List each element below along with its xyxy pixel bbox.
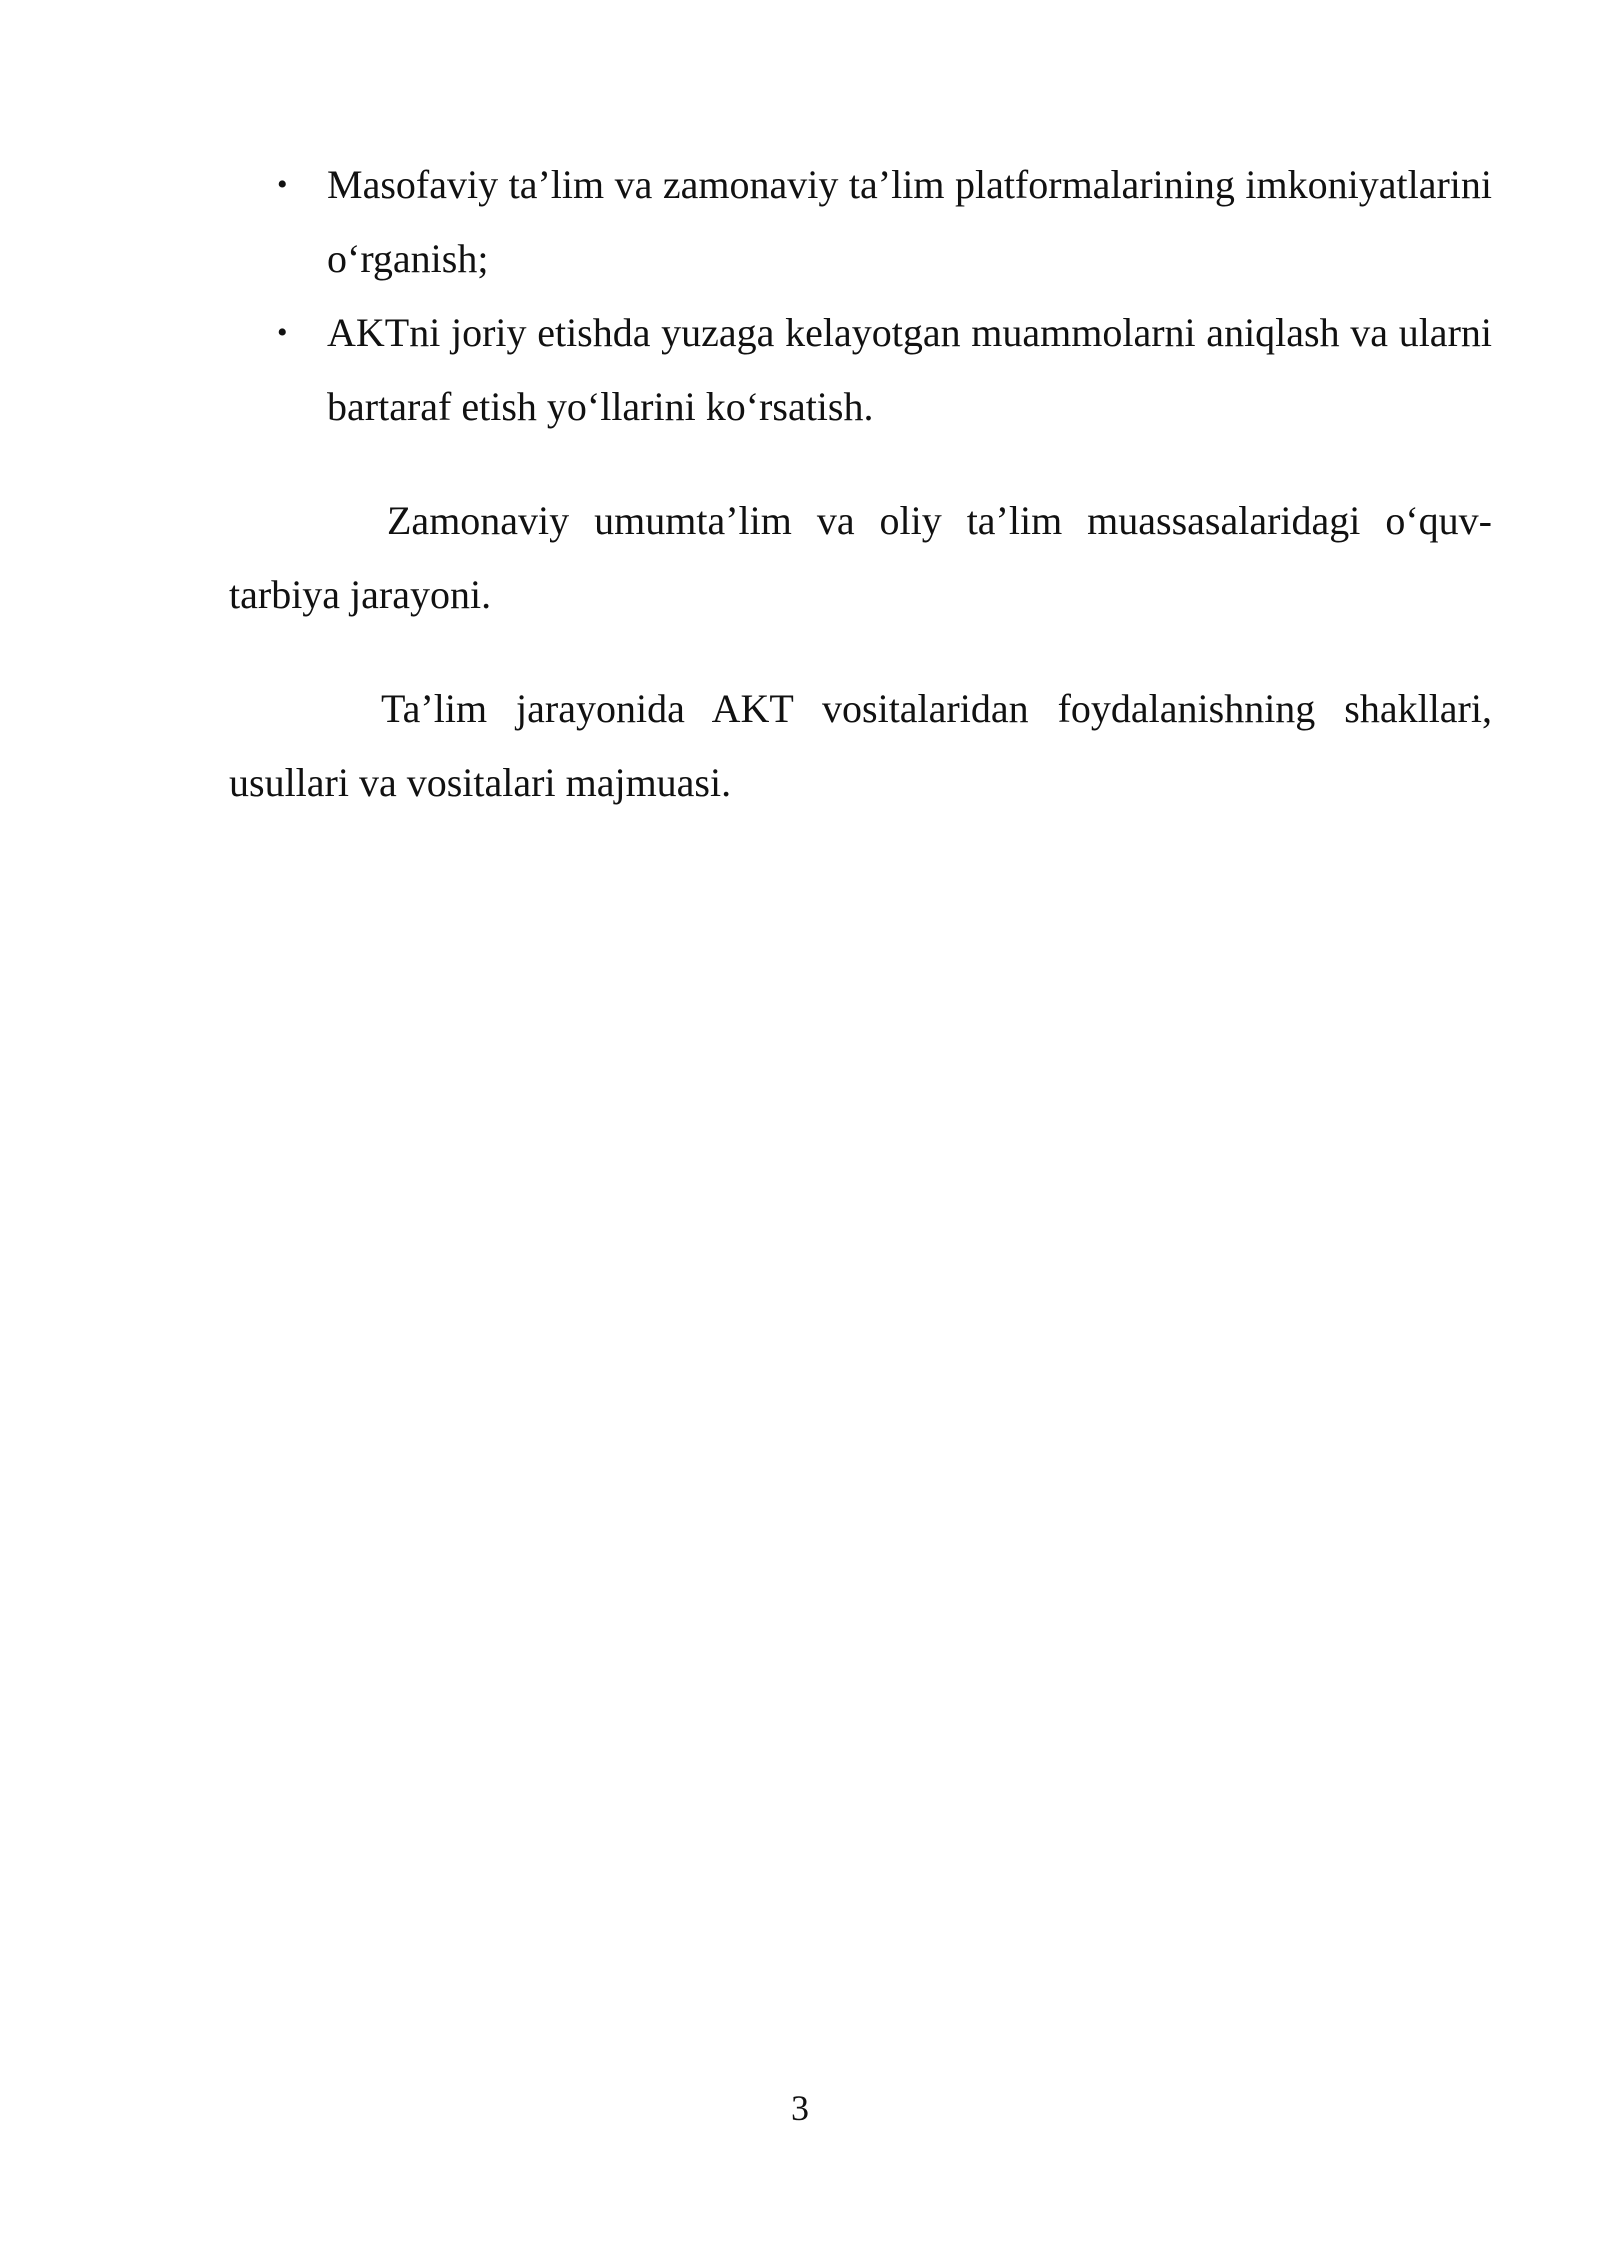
page-content xyxy=(229,148,1492,820)
bullet-item-platforms xyxy=(229,148,1492,296)
page-number: 3 xyxy=(791,2088,809,2128)
bullet-list xyxy=(229,148,1492,444)
bullet-icon: • xyxy=(277,168,288,201)
bullet-icon: • xyxy=(277,316,288,349)
bullet-text: AKTni joriy etishda yuzaga kelayotgan muammolarni aniqlash va ularni bartaraf etish yo‘llarini ko‘rsatish. xyxy=(327,310,1492,429)
bullet-item-problems xyxy=(229,296,1492,444)
paragraph-education-process: Zamonaviy umumta’lim va oliy ta’lim muassasalaridagi o‘quv-tarbiya jarayoni. xyxy=(229,498,1492,617)
paragraph-ict-methods: Ta’lim jarayonida AKT vositalaridan foydalanishning shakllari, usullari va vositalari majmuasi. xyxy=(229,686,1492,805)
bullet-text: Masofaviy ta’lim va zamonaviy ta’lim platformalarining imkoniyatlarini o‘rganish; xyxy=(327,162,1492,281)
